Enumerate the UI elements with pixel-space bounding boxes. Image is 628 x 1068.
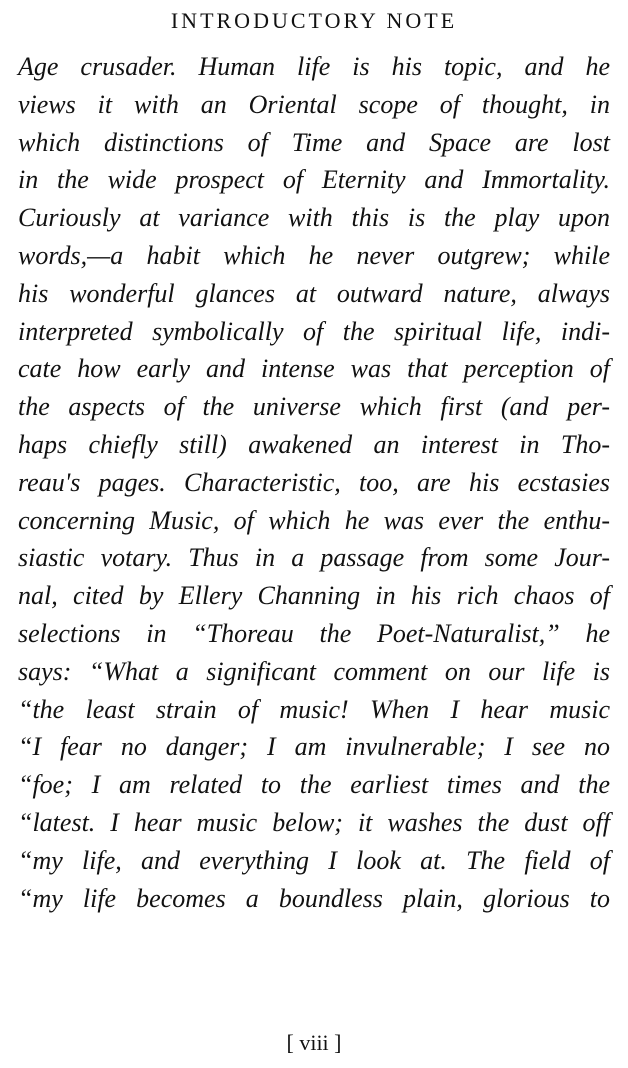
text-line: his wonderful glances at outward nature, always	[18, 278, 610, 308]
text-line: “latest. I hear music below; it washes the dust off	[18, 807, 610, 837]
text-line: Age crusader. Human life is his topic, and he	[18, 52, 610, 81]
running-head: INTRODUCTORY NOTE	[170, 8, 458, 33]
text-line: reau's pages. Characteristic, too, are his ecstasies	[18, 467, 610, 497]
text-line: in the wide prospect of Eternity and Immortality.	[18, 165, 610, 195]
text-line: words,—a habit which he never outgrew; while	[18, 240, 610, 270]
body-text	[18, 48, 610, 917]
text-line: siastic votary. Thus in a passage from some Jour-	[18, 543, 610, 573]
text-line: the aspects of the universe which first (and per-	[18, 392, 610, 422]
page-number: [ viii ]	[286, 1030, 342, 1055]
text-line: says: “What a significant comment on our life is	[18, 656, 610, 686]
text-line: “the least strain of music! When I hear music	[18, 694, 610, 724]
text-line: selections in “Thoreau the Poet-Naturalist,” he	[18, 618, 610, 648]
text-line: haps chiefly still) awakened an interest in Tho-	[18, 429, 610, 459]
text-line: which distinctions of Time and Space are lost	[18, 127, 610, 157]
text-line: views it with an Oriental scope of thought, in	[18, 89, 610, 119]
text-line: “my life, and everything I look at. The field of	[18, 845, 610, 875]
text-line: cate how early and intense was that perception of	[18, 354, 610, 384]
text-line: nal, cited by Ellery Channing in his rich chaos of	[18, 581, 610, 611]
text-line: “foe; I am related to the earliest times and the	[18, 770, 610, 800]
text-line: concerning Music, of which he was ever the enthu-	[18, 505, 610, 535]
text-line: interpreted symbolically of the spiritual life, indi-	[18, 316, 610, 346]
text-line: Curiously at variance with this is the play upon	[18, 203, 610, 233]
text-line: “my life becomes a boundless plain, glorious to	[18, 883, 610, 913]
text-line: “I fear no danger; I am invulnerable; I see no	[18, 732, 610, 762]
